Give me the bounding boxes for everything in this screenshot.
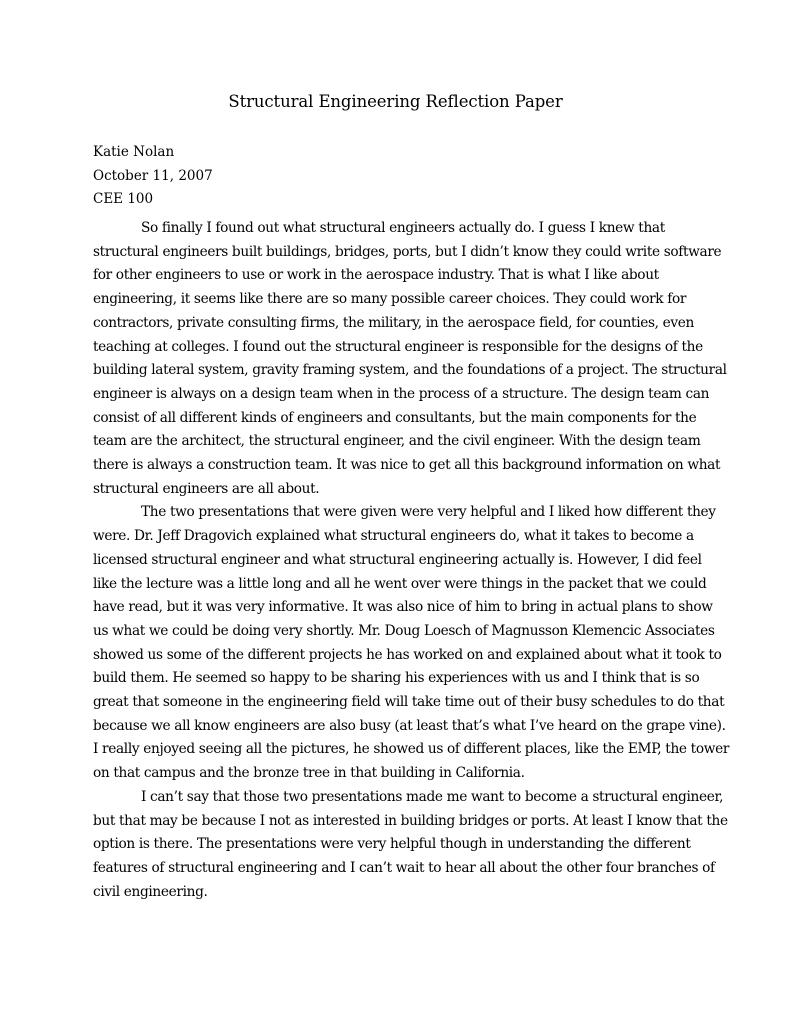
paragraph-line: on that campus and the bronze tree in that building in California. [93, 765, 525, 782]
paragraph-line: contractors, private consulting firms, the military, in the aerospace field, for counties, even [93, 314, 695, 331]
document-date: October 11, 2007 [93, 167, 213, 184]
paragraph-line: I really enjoyed seeing all the pictures, he showed us of different places, like the EMP, the tower [93, 741, 730, 758]
paragraph-line: licensed structural engineer and what structural engineering actually is. However, I did feel [93, 551, 702, 568]
paragraph-line: team are the architect, the structural engineer, and the civil engineer. With the design team [93, 433, 701, 450]
paragraph-line: because we all know engineers are also busy (at least that’s what I’ve heard on the grape vine). [93, 717, 726, 734]
paragraph-line: features of structural engineering and I can’t wait to hear all about the other four branches of [93, 859, 715, 876]
paragraph-line: build them. He seemed so happy to be sharing his experiences with us and I think that is so [93, 670, 700, 687]
paragraph-line: have read, but it was very informative. It was also nice of him to bring in actual plans to show [93, 599, 713, 616]
paragraph-line: for other engineers to use or work in the aerospace industry. That is what I like about [93, 267, 659, 284]
paragraph-line: consist of all different kinds of engineers and consultants, but the main components for the [93, 409, 697, 426]
paragraph-line: civil engineering. [93, 883, 208, 900]
course-code: CEE 100 [93, 191, 154, 208]
document-title: Structural Engineering Reflection Paper [228, 92, 563, 111]
document-header-info [93, 141, 213, 212]
paragraph-line: were. Dr. Jeff Dragovich explained what structural engineers do, what it takes to become a [93, 528, 694, 545]
paragraph-line: structural engineers are all about. [93, 480, 320, 497]
author-name: Katie Nolan [93, 144, 175, 160]
paragraph-line: engineering, it seems like there are so many possible career choices. They could work for [93, 291, 687, 308]
body-paragraph [93, 217, 727, 501]
paragraph-line: I can’t say that those two presentations made me want to become a structural engineer, [141, 788, 724, 805]
paragraph-line: us what we could be doing very shortly. Mr. Doug Loesch of Magnusson Klemencic Associates [93, 622, 715, 639]
paragraph-line: there is always a construction team. It was nice to get all this background information on what [93, 457, 721, 474]
paragraph-line: showed us some of the different projects he has worked on and explained about what it took to [93, 646, 722, 663]
paragraph-line: So finally I found out what structural engineers actually do. I guess I knew that [141, 220, 665, 236]
paragraph-line: but that may be because I not as interested in building bridges or ports. At least I know that the [93, 812, 728, 829]
paragraph-line: teaching at colleges. I found out the structural engineer is responsible for the designs of the [93, 338, 703, 355]
paragraph-line: like the lecture was a little long and all he went over were things in the packet that we could [93, 575, 707, 592]
paragraph-line: The two presentations that were given were very helpful and I liked how different they [141, 504, 716, 521]
paragraph-line: option is there. The presentations were very helpful though in understanding the different [93, 836, 691, 853]
document-body [93, 217, 730, 904]
paragraph-line: structural engineers built buildings, bridges, ports, but I didn’t know they could write software [93, 243, 722, 260]
paragraph-line: building lateral system, gravity framing system, and the foundations of a project. The structural [93, 362, 727, 379]
paragraph-line: engineer is always on a design team when in the process of a structure. The design team can [93, 385, 710, 402]
paragraph-line: great that someone in the engineering field will take time out of their busy schedules to do that [93, 694, 725, 711]
body-paragraph [93, 501, 730, 785]
body-paragraph [93, 786, 728, 905]
